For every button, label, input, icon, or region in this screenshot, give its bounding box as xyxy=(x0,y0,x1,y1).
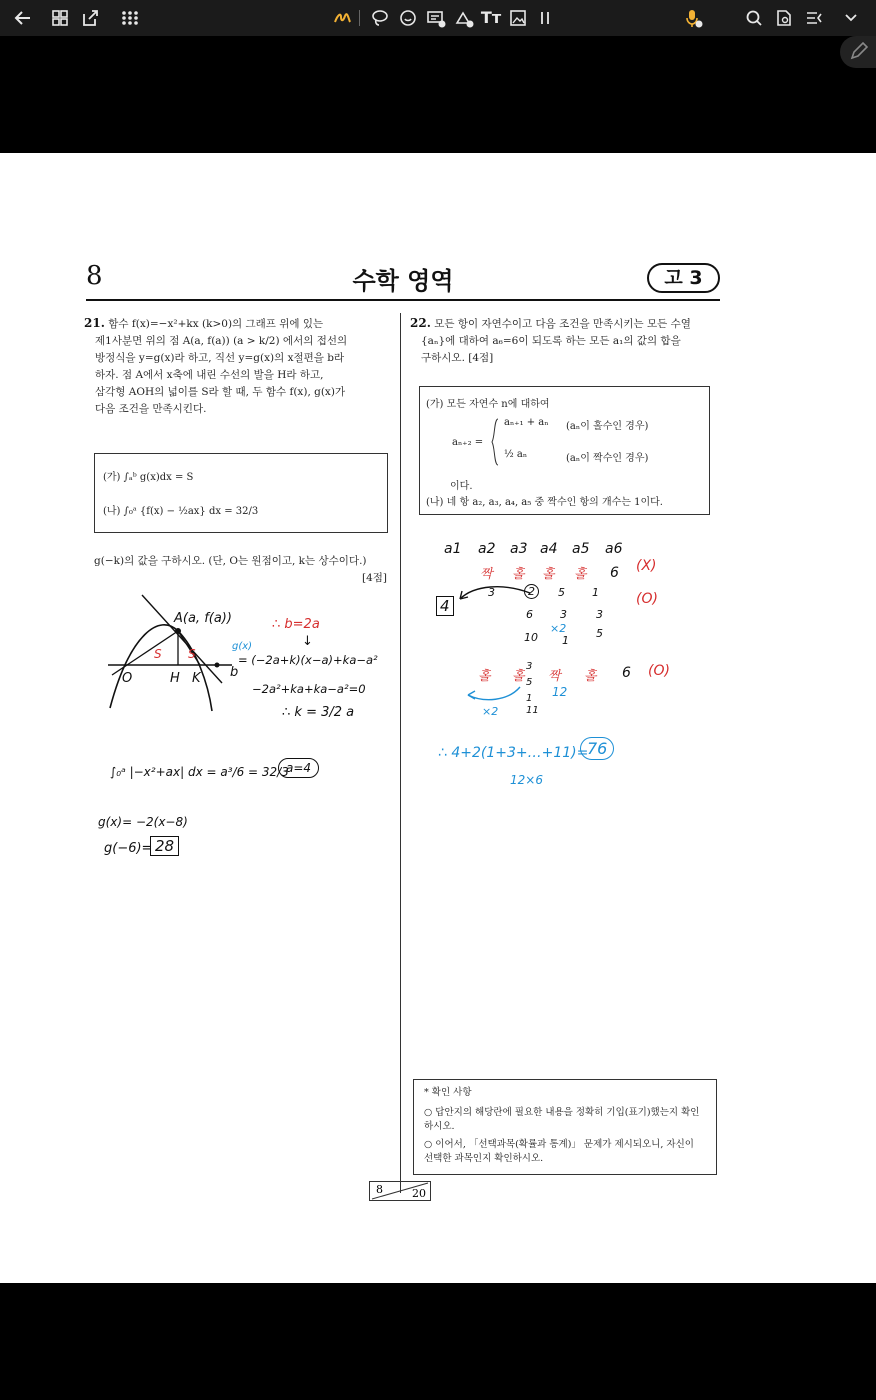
text-box-icon[interactable] xyxy=(426,7,448,29)
hw-row3-n1: 5 xyxy=(526,677,533,688)
hw-gx-final: g(x)= −2(x−8) xyxy=(98,815,188,829)
hw-label-h: H xyxy=(170,671,180,686)
back-arrow-icon[interactable] xyxy=(12,7,34,29)
page-title: 수학 영역 xyxy=(352,267,454,295)
q21-points: [4점] xyxy=(362,572,388,584)
hw-header-a2: a2 xyxy=(478,541,496,557)
hw-label-o: O xyxy=(122,671,133,686)
hw-header-a4: a4 xyxy=(540,541,558,557)
hw-integral: ∫₀ᵃ |−x²+ax| dx = a³/6 = 32/3 xyxy=(110,765,289,779)
hw-row2-v3: 1 xyxy=(592,586,599,599)
hw-arrow-curve-2 xyxy=(464,683,524,705)
search-icon[interactable] xyxy=(744,7,764,29)
hw-row1-a5: 홀 xyxy=(574,567,587,582)
hw-row2-v9: 5 xyxy=(596,627,603,640)
hw-row2-v8: 10 xyxy=(524,631,538,644)
hw-gx-label: g(x) xyxy=(232,641,253,652)
pause-icon[interactable] xyxy=(536,7,554,29)
grade-badge: 고 3 xyxy=(647,263,720,293)
export-icon[interactable] xyxy=(80,7,100,29)
hw-answer-21: 28 xyxy=(150,836,179,856)
hw-row3-a6: 6 xyxy=(622,665,631,681)
text-format-icon[interactable]: Tт xyxy=(480,8,502,27)
chevron-down-icon[interactable] xyxy=(842,7,860,29)
page-settings-icon[interactable] xyxy=(774,7,794,29)
grid-view-icon[interactable] xyxy=(50,7,70,29)
app-toolbar xyxy=(0,0,876,36)
hw-label-k: K xyxy=(192,671,201,686)
hw-b-equals: ∴ b=2a xyxy=(272,617,320,632)
hw-g-neg6: g(−6)= xyxy=(104,841,153,856)
image-icon[interactable] xyxy=(508,7,528,29)
hw-header-a1: a1 xyxy=(444,541,462,557)
hw-arrow: ↓ xyxy=(302,634,313,649)
outline-icon[interactable] xyxy=(804,7,824,29)
mic-icon[interactable] xyxy=(682,7,704,29)
hw-row2-a1: 4 xyxy=(436,596,454,616)
page-indicator: 8 20 xyxy=(369,1181,431,1201)
hw-row1-a4: 홀 xyxy=(542,567,555,582)
hw-gx-expr: = (−2a+k)(x−a)+ka−a² xyxy=(238,653,378,667)
apps-icon[interactable] xyxy=(120,7,140,29)
hw-row1-mark: (X) xyxy=(636,558,657,574)
exam-page xyxy=(0,153,876,1283)
hw-row3-a5: 홀 xyxy=(584,669,597,684)
hw-row2-v1: 2 xyxy=(524,584,539,599)
hw-row3-a4: 짝 xyxy=(548,669,561,684)
shape-icon[interactable] xyxy=(454,7,476,29)
floating-pen-button[interactable] xyxy=(840,36,876,68)
hw-header-a6: a6 xyxy=(605,541,623,557)
hw-a-answer: a=4 xyxy=(278,758,319,778)
hw-row2-v0: 3 xyxy=(488,586,495,599)
page-number: 8 xyxy=(86,261,103,291)
hw-row2-v6: 3 xyxy=(596,608,603,621)
hw-row2-mark: (O) xyxy=(636,591,658,607)
q21-condition-box: (가) ∫ₐᵇ g(x)dx = S (나) ∫₀ᵃ {f(x) − ½ax} dx = 32/3 xyxy=(94,453,388,533)
confirm-notes: * 확인 사항 ○ 답안지의 해당란에 필요한 내용을 정확히 기입(표기)했는지 확인하시오. ○ 이어서, 「선택과목(확률과 통계)」 문제가 제시되오니, 자신이 선택한 과목인지 확인하시오. xyxy=(413,1079,717,1175)
hw-row2-v5: 3 xyxy=(560,608,567,621)
hw-row3-mark: (O) xyxy=(648,663,670,679)
q21-question: g(−k)의 값을 구하시오. (단, O는 원점이고, k는 상수이다.) xyxy=(94,555,367,567)
hw-area-s1: S xyxy=(154,647,162,661)
pen-icon[interactable] xyxy=(332,7,352,29)
hw-arrow-curve xyxy=(454,583,534,611)
hw-row3-a2: 홀 xyxy=(478,669,491,684)
hw-header-a3: a3 xyxy=(510,541,528,557)
hw-row3-n3: 11 xyxy=(526,705,539,716)
hw-area-s2: S xyxy=(188,647,196,661)
hw-row2-v2: 5 xyxy=(558,586,565,599)
hw-row1-a6: 6 xyxy=(610,565,619,581)
hw-row2-v7: 1 xyxy=(562,634,569,647)
hw-eq2: −2a²+ka+ka−a²=0 xyxy=(252,682,366,696)
q22-condition-box: (가) 모든 자연수 n에 대하여 aₙ₊₂ = aₙ₊₁ + aₙ (aₙ이 홀수인 경우) ½ aₙ (aₙ이 짝수인 경우) 이다. (나) 네 항 a₂, a₃, a₄, a₅ 중 짝수인 항의 개수는 1이다. xyxy=(419,386,710,515)
hw-answer-22: 76 xyxy=(580,737,614,760)
hw-k-equals: ∴ k = 3/2 a xyxy=(282,705,355,720)
sticker-icon[interactable] xyxy=(398,7,418,29)
column-divider xyxy=(400,313,401,1193)
hw-times2-b: ×2 xyxy=(482,705,499,718)
toolbar-divider xyxy=(359,10,360,26)
hw-row3-a3: 홀 xyxy=(512,669,525,684)
hw-row1-a2: 짝 xyxy=(480,567,493,582)
hw-final-sum: ∴ 4+2(1+3+…+11)= xyxy=(438,745,589,761)
header-rule xyxy=(86,299,720,301)
question-number: 21. xyxy=(84,316,105,330)
hw-row3-n4: 12 xyxy=(552,685,568,699)
question-21: 21. 함수 f(x)=−x²+kx (k>0)의 그래프 위에 있는 제1사분면 위의 점 A(a, f(a)) (a > k/2) 에서의 접선의 방정식을 y=g(x)라 하고, 직선 y=g(x)의 x절편을 b라 하자. 점 A에서 x축에 내린 수선의 발을 H라 하고, 삼각형 AOH의 넓이를 S라 할 때, 두 함수 f(x), g(x)가 다음 조건을 만족시킨다. xyxy=(84,316,348,415)
brace-icon xyxy=(490,417,500,467)
hw-row1-a3: 홀 xyxy=(512,567,525,582)
hw-label-b: b xyxy=(230,665,239,680)
hw-point-a: A(a, f(a)) xyxy=(174,611,232,626)
hw-header-a5: a5 xyxy=(572,541,590,557)
question-number: 22. xyxy=(410,316,431,330)
hw-row3-n2: 1 xyxy=(526,693,533,704)
lasso-icon[interactable] xyxy=(370,7,390,29)
question-22: 22. 모든 항이 자연수이고 다음 조건을 만족시키는 모든 수열 {aₙ}에 대하여 a₆=6이 되도록 하는 모든 a₁의 값의 합을 구하시오. [4점] xyxy=(410,316,691,364)
hw-times2-a: ×2 xyxy=(550,622,567,635)
hw-row2-v4: 6 xyxy=(526,608,533,621)
hw-row3-n0: 3 xyxy=(526,661,533,672)
hw-under-note: 12×6 xyxy=(510,773,543,787)
